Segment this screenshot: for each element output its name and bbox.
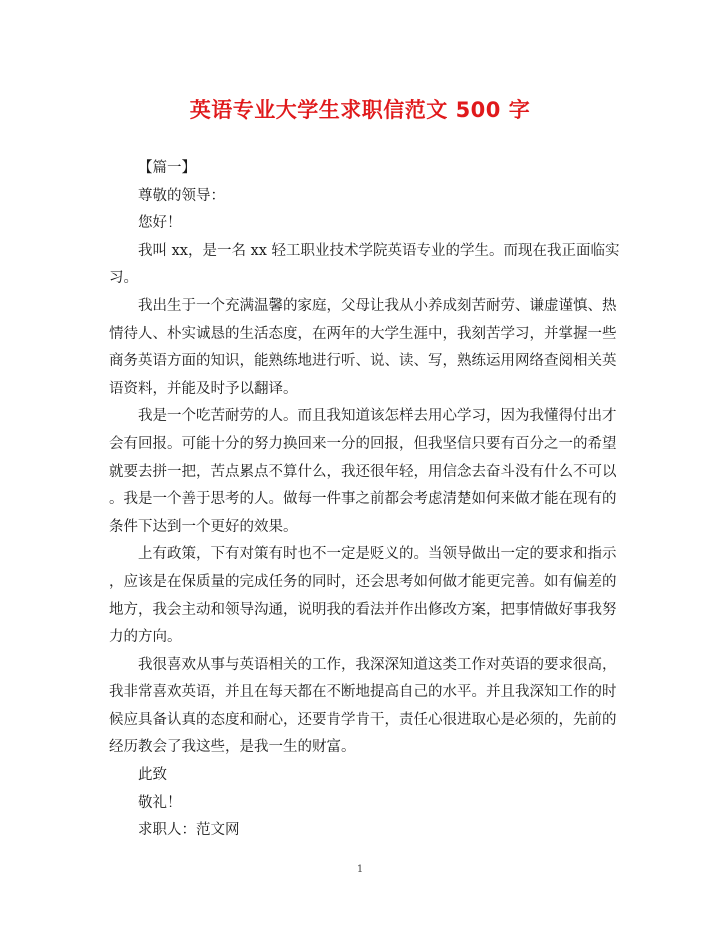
paragraph xyxy=(109,238,620,293)
closing-line: 敬礼！ xyxy=(138,794,182,811)
paragraph-line: 上有政策，下有对策有时也不一定是贬义的。当领导做出一定的要求和指示 xyxy=(138,546,617,563)
greeting: 您好！ xyxy=(138,215,182,232)
paragraph xyxy=(109,403,617,541)
paragraph-line: 情待人、朴实诚恳的生活态度，在两年的大学生涯中，我刻苦学习，并掌握一些 xyxy=(109,325,617,342)
page-number: 1 xyxy=(356,864,364,875)
paragraph-line: ，应该是在保质量的完成任务的同时，还会思考如何做才能更完善。如有偏差的 xyxy=(109,573,617,590)
closing-line: 此致 xyxy=(138,767,167,784)
paragraph-line: 条件下达到一个更好的效果。 xyxy=(109,518,298,535)
paragraph-line: 候应具备认真的态度和耐心，还要肯学肯干，责任心很进取心是必须的，先前的 xyxy=(109,711,617,728)
paragraph-line: 我出生于一个充满温馨的家庭，父母让我从小养成刻苦耐劳、谦虚谨慎、热 xyxy=(138,297,617,314)
salutation: 尊敬的领导： xyxy=(138,187,225,204)
paragraph-line: 经历教会了我这些，是我一生的财富。 xyxy=(109,739,356,756)
paragraph xyxy=(109,652,617,762)
document-title: 英语专业大学生求职信范文 500 字 xyxy=(189,98,531,122)
paragraph-line: 语资料，并能及时予以翻译。 xyxy=(109,380,298,397)
signature: 求职人：范文网 xyxy=(138,822,240,839)
paragraph-line: 我非常喜欢英语，并且在每天都在不断地提高自己的水平。并且我深知工作的时 xyxy=(109,684,617,701)
paragraph-line: 会有回报。可能十分的努力换回来一分的回报，但我坚信只要有百分之一的希望 xyxy=(109,435,617,452)
paragraph-line: 力的方向。 xyxy=(109,629,182,646)
paragraph xyxy=(109,293,617,403)
letter-body xyxy=(109,155,620,845)
paragraph-line: 我是一个吃苦耐劳的人。而且我知道该怎样去用心学习，因为我懂得付出才 xyxy=(138,408,617,425)
paragraph-line: 地方，我会主动和领导沟通，说明我的看法并作出修改方案，把事情做好事我努 xyxy=(109,601,617,618)
paragraph xyxy=(109,541,617,651)
section-label: 【篇一】 xyxy=(138,160,196,176)
paragraph-line: 商务英语方面的知识，能熟练地进行听、说、读、写，熟练运用网络查阅相关英 xyxy=(109,353,617,370)
paragraph-line: 我很喜欢从事与英语相关的工作，我深深知道这类工作对英语的要求很高， xyxy=(138,656,617,673)
paragraph-line: 就要去拼一把，苦点累点不算什么，我还很年轻，用信念去奋斗没有什么不可以 xyxy=(109,463,617,480)
paragraph-line: 我叫 xx，是一名 xx 轻工职业技术学院英语专业的学生。而现在我正面临实 xyxy=(138,242,620,259)
paragraph-line: 。我是一个善于思考的人。做每一件事之前都会考虑清楚如何来做才能在现有的 xyxy=(109,491,617,508)
paragraph-line: 习。 xyxy=(109,270,138,287)
